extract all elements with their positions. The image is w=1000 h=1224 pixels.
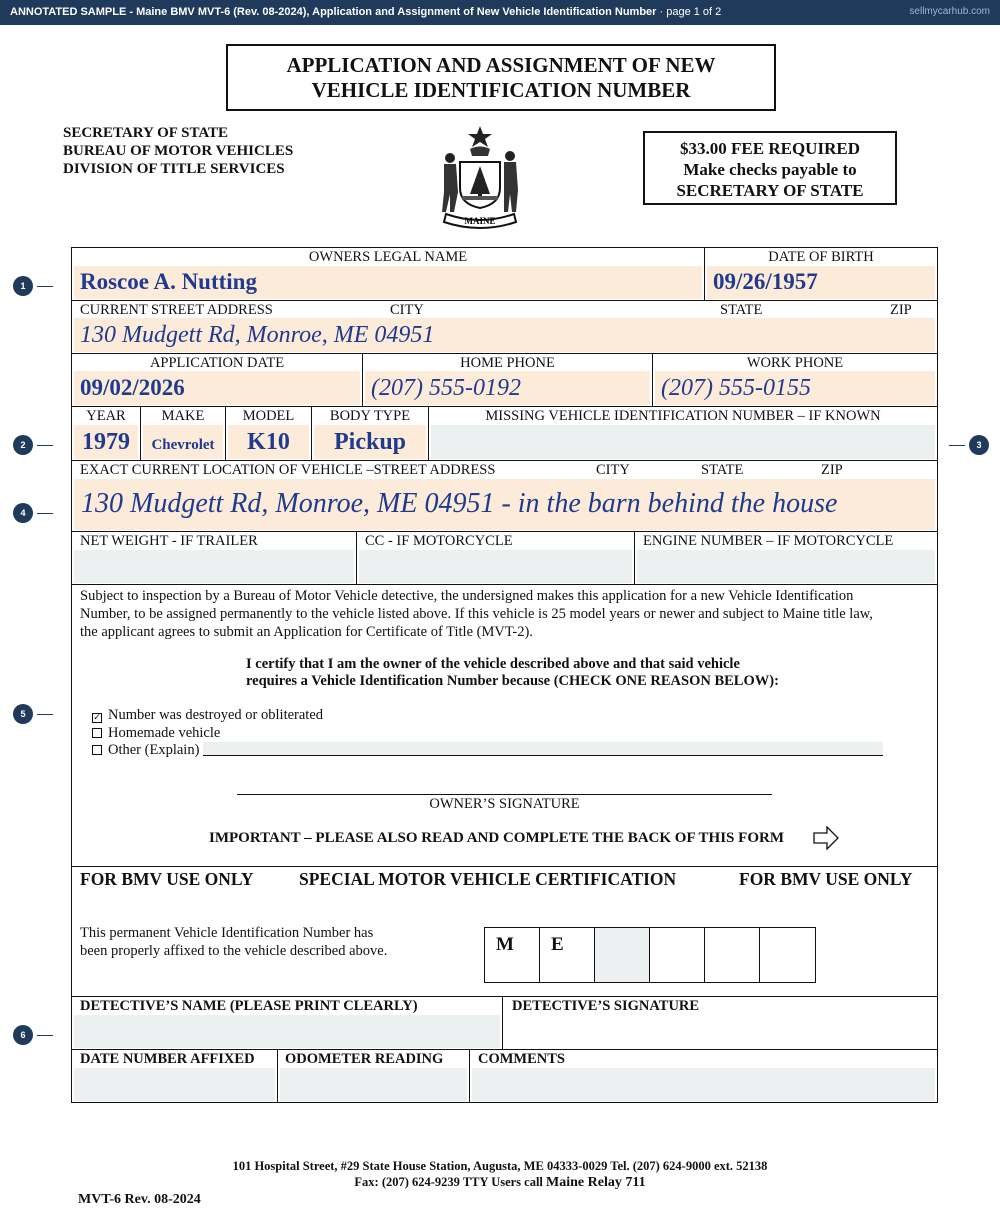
- reason-destroyed: [92, 707, 883, 725]
- city-label: CITY: [390, 302, 424, 318]
- vin-box-4[interactable]: [650, 928, 705, 982]
- agency-block: [63, 124, 293, 178]
- seal-lettering: MAINE: [464, 216, 496, 226]
- bmv-use-only-right: FOR BMV USE ONLY: [739, 869, 913, 889]
- app-date-field[interactable]: 09/02/2026: [74, 371, 360, 405]
- fee-required-box: [643, 131, 897, 205]
- zip-label: ZIP: [890, 302, 912, 318]
- dob-cell: [705, 248, 937, 300]
- statement-line-1: Subject to inspection by a Bureau of Motor Vehicle detective, the undersigned makes this application for a new Vehicle Identification: [80, 588, 854, 604]
- vehicle-row: [72, 407, 937, 461]
- engine-number-label: ENGINE NUMBER – IF MOTORCYCLE: [643, 533, 894, 549]
- detective-name-cell: [72, 997, 503, 1049]
- inspection-statement: [80, 587, 930, 641]
- net-weight-label: NET WEIGHT - IF TRAILER: [80, 533, 258, 549]
- date-affixed-cell: [72, 1050, 278, 1102]
- affixed-line-2: been properly affixed to the vehicle described above.: [80, 943, 388, 959]
- reason-homemade-label: Homemade vehicle: [108, 724, 221, 741]
- detective-name-field[interactable]: [74, 1015, 500, 1048]
- dob-field[interactable]: 09/26/1957: [707, 266, 935, 299]
- form-number: MVT-6 Rev. 08-2024: [78, 1192, 201, 1207]
- statement-section: [72, 585, 937, 867]
- reason-other-label: Other (Explain): [108, 742, 204, 758]
- annotation-number-2: 2: [13, 435, 33, 455]
- work-phone-label: WORK PHONE: [746, 355, 844, 371]
- body-type-field[interactable]: Pickup: [314, 425, 426, 459]
- odometer-label: ODOMETER READING: [285, 1051, 444, 1067]
- address-row: [72, 301, 937, 354]
- make-cell: [141, 407, 226, 460]
- special-certification-heading: SPECIAL MOTOR VEHICLE CERTIFICATION: [299, 869, 677, 889]
- annotation-marker-5: [13, 704, 57, 724]
- make-label: MAKE: [161, 408, 205, 424]
- annotation-marker-4: [13, 503, 57, 523]
- reason-other: [92, 742, 883, 760]
- date-affixed-field[interactable]: [74, 1068, 275, 1101]
- model-label: MODEL: [242, 408, 295, 424]
- vin-box-2: E: [540, 928, 595, 982]
- footer-relay: Maine Relay 711: [546, 1175, 646, 1190]
- home-phone-field[interactable]: (207) 555-0192: [365, 371, 650, 405]
- location-zip-label: ZIP: [821, 462, 843, 478]
- agency-line-2: BUREAU OF MOTOR VEHICLES: [63, 143, 294, 159]
- annotation-marker-2: [13, 435, 57, 455]
- annotation-marker-6: [13, 1025, 57, 1045]
- footer-address: [0, 1158, 1000, 1191]
- location-street-label: EXACT CURRENT LOCATION OF VEHICLE –STREET ADDRESS: [80, 462, 496, 478]
- odometer-cell: [278, 1050, 470, 1102]
- form-title: [226, 44, 776, 111]
- detective-name-label: DETECTIVE’S NAME (PLEASE PRINT CLEARLY): [80, 998, 418, 1014]
- location-row: [72, 461, 937, 532]
- assigned-vin-boxes: [484, 927, 816, 983]
- location-city-label: CITY: [596, 462, 630, 478]
- affixed-line-1: This permanent Vehicle Identification Number has: [80, 925, 374, 941]
- body-type-cell: [312, 407, 429, 460]
- work-phone-cell: [653, 354, 937, 406]
- model-cell: [226, 407, 312, 460]
- annotation-number-6: 6: [13, 1025, 33, 1045]
- banner-source[interactable]: sellmycarhub.com: [909, 6, 990, 17]
- important-notice: IMPORTANT – PLEASE ALSO READ AND COMPLETE THE BACK OF THIS FORM: [209, 830, 784, 846]
- annotation-marker-3: [945, 435, 989, 455]
- owner-row: [72, 248, 937, 301]
- missing-vin-cell: [429, 407, 937, 460]
- statement-line-3: the applicant agrees to submit an Application for Certificate of Title (MVT-2).: [80, 624, 533, 640]
- footer-line-2: [0, 1174, 1000, 1191]
- checkbox-destroyed[interactable]: ✓: [93, 713, 101, 723]
- owner-signature-line[interactable]: [237, 794, 772, 795]
- detective-row: [72, 997, 937, 1050]
- owner-signature-label: OWNER’S SIGNATURE: [429, 796, 580, 812]
- home-phone-cell: [363, 354, 653, 406]
- annotation-banner: [0, 0, 1000, 25]
- vin-box-6[interactable]: [760, 928, 815, 982]
- year-label: YEAR: [86, 408, 126, 424]
- cc-cell: [357, 532, 635, 584]
- year-cell: [72, 407, 141, 460]
- application-form: [71, 247, 938, 1103]
- owner-name-label: OWNERS LEGAL NAME: [308, 249, 468, 265]
- model-field[interactable]: K10: [228, 425, 309, 459]
- checkbox-other[interactable]: [92, 745, 102, 755]
- cc-field[interactable]: [359, 550, 632, 583]
- detective-signature-cell: [503, 997, 937, 1049]
- reason-homemade: [92, 725, 883, 743]
- detective-signature-label: DETECTIVE’S SIGNATURE: [512, 998, 700, 1014]
- banner-page: · page 1 of 2: [656, 6, 722, 18]
- affix-details-row: [72, 1050, 937, 1102]
- affixed-statement: [80, 924, 387, 960]
- engine-number-field[interactable]: [637, 550, 935, 583]
- fee-amount: $33.00 FEE REQUIRED: [680, 139, 860, 158]
- annotation-number-1: 1: [13, 276, 33, 296]
- state-label: STATE: [720, 302, 763, 318]
- annotation-number-5: 5: [13, 704, 33, 724]
- other-explain-field[interactable]: [203, 742, 883, 756]
- owner-name-field[interactable]: Roscoe A. Nutting: [74, 266, 702, 299]
- net-weight-cell: [72, 532, 357, 584]
- certification-statement: [246, 656, 779, 690]
- maine-state-seal: [432, 122, 528, 234]
- street-label: CURRENT STREET ADDRESS: [80, 302, 273, 318]
- certify-line-2: requires a Vehicle Identification Number because (CHECK ONE REASON BELOW):: [246, 673, 779, 689]
- owner-name-cell: [72, 248, 705, 300]
- app-date-label: APPLICATION DATE: [149, 355, 285, 371]
- fee-payee: SECRETARY OF STATE: [676, 181, 864, 200]
- vin-box-3[interactable]: [595, 928, 650, 982]
- missing-vin-field[interactable]: [431, 425, 935, 459]
- statement-line-2: Number, to be assigned permanently to the vehicle listed above. If this vehicle is 25 model years or newer and subject to Maine title law,: [80, 606, 873, 622]
- odometer-field[interactable]: [280, 1068, 467, 1101]
- year-field[interactable]: 1979: [74, 425, 138, 459]
- agency-line-1: SECRETARY OF STATE: [63, 125, 229, 141]
- fee-payable-to: Make checks payable to: [683, 160, 857, 179]
- make-field[interactable]: Chevrolet: [143, 425, 223, 459]
- checkbox-homemade[interactable]: [92, 728, 102, 738]
- vin-box-1: M: [485, 928, 540, 982]
- bmv-certification-section: [72, 867, 937, 997]
- app-date-cell: [72, 354, 363, 406]
- home-phone-label: HOME PHONE: [460, 355, 555, 371]
- net-weight-field[interactable]: [74, 550, 354, 583]
- annotation-number-3: 3: [969, 435, 989, 455]
- date-affixed-label: DATE NUMBER AFFIXED: [80, 1051, 255, 1067]
- comments-cell: [470, 1050, 937, 1102]
- location-state-label: STATE: [701, 462, 744, 478]
- engine-number-cell: [635, 532, 937, 584]
- work-phone-field[interactable]: (207) 555-0155: [655, 371, 935, 405]
- agency-line-3: DIVISION OF TITLE SERVICES: [63, 161, 285, 177]
- comments-field[interactable]: [472, 1068, 935, 1101]
- dob-label: DATE OF BIRTH: [768, 249, 874, 265]
- annotation-number-4: 4: [13, 503, 33, 523]
- certify-line-1: I certify that I am the owner of the vehicle described above and that said vehicle: [246, 656, 740, 672]
- title-line-2: VEHICLE IDENTIFICATION NUMBER: [311, 78, 691, 102]
- arrow-right-icon: [813, 826, 839, 850]
- title-line-1: APPLICATION AND ASSIGNMENT OF NEW: [286, 53, 716, 77]
- missing-vin-label: MISSING VEHICLE IDENTIFICATION NUMBER – IF KNOWN: [485, 408, 881, 424]
- reason-destroyed-label: Number was destroyed or obliterated: [108, 707, 324, 723]
- contact-row: [72, 354, 937, 407]
- footer-fax-tty: Fax: (207) 624-9239 TTY Users call: [354, 1175, 547, 1189]
- specs-row: [72, 532, 937, 585]
- banner-title: ANNOTATED SAMPLE - Maine BMV MVT-6 (Rev. 08-2024), Application and Assignment of New Vehicle Identification Number · page 1 of 2: [10, 6, 722, 18]
- vehicle-location-field[interactable]: 130 Mudgett Rd, Monroe, ME 04951 - in the barn behind the house: [74, 479, 935, 530]
- bmv-use-only-left: FOR BMV USE ONLY: [80, 869, 254, 889]
- comments-label: COMMENTS: [478, 1051, 565, 1067]
- annotation-marker-1: [13, 276, 57, 296]
- cc-label: CC - IF MOTORCYCLE: [365, 533, 513, 549]
- vin-box-5[interactable]: [705, 928, 760, 982]
- current-address-field[interactable]: 130 Mudgett Rd, Monroe, ME 04951: [74, 318, 935, 352]
- body-type-label: BODY TYPE: [329, 408, 411, 424]
- footer-line-1: 101 Hospital Street, #29 State House Station, Augusta, ME 04333-0029 Tel. (207) 624-9000 ext. 52138: [232, 1159, 768, 1173]
- reason-checklist: [92, 707, 883, 760]
